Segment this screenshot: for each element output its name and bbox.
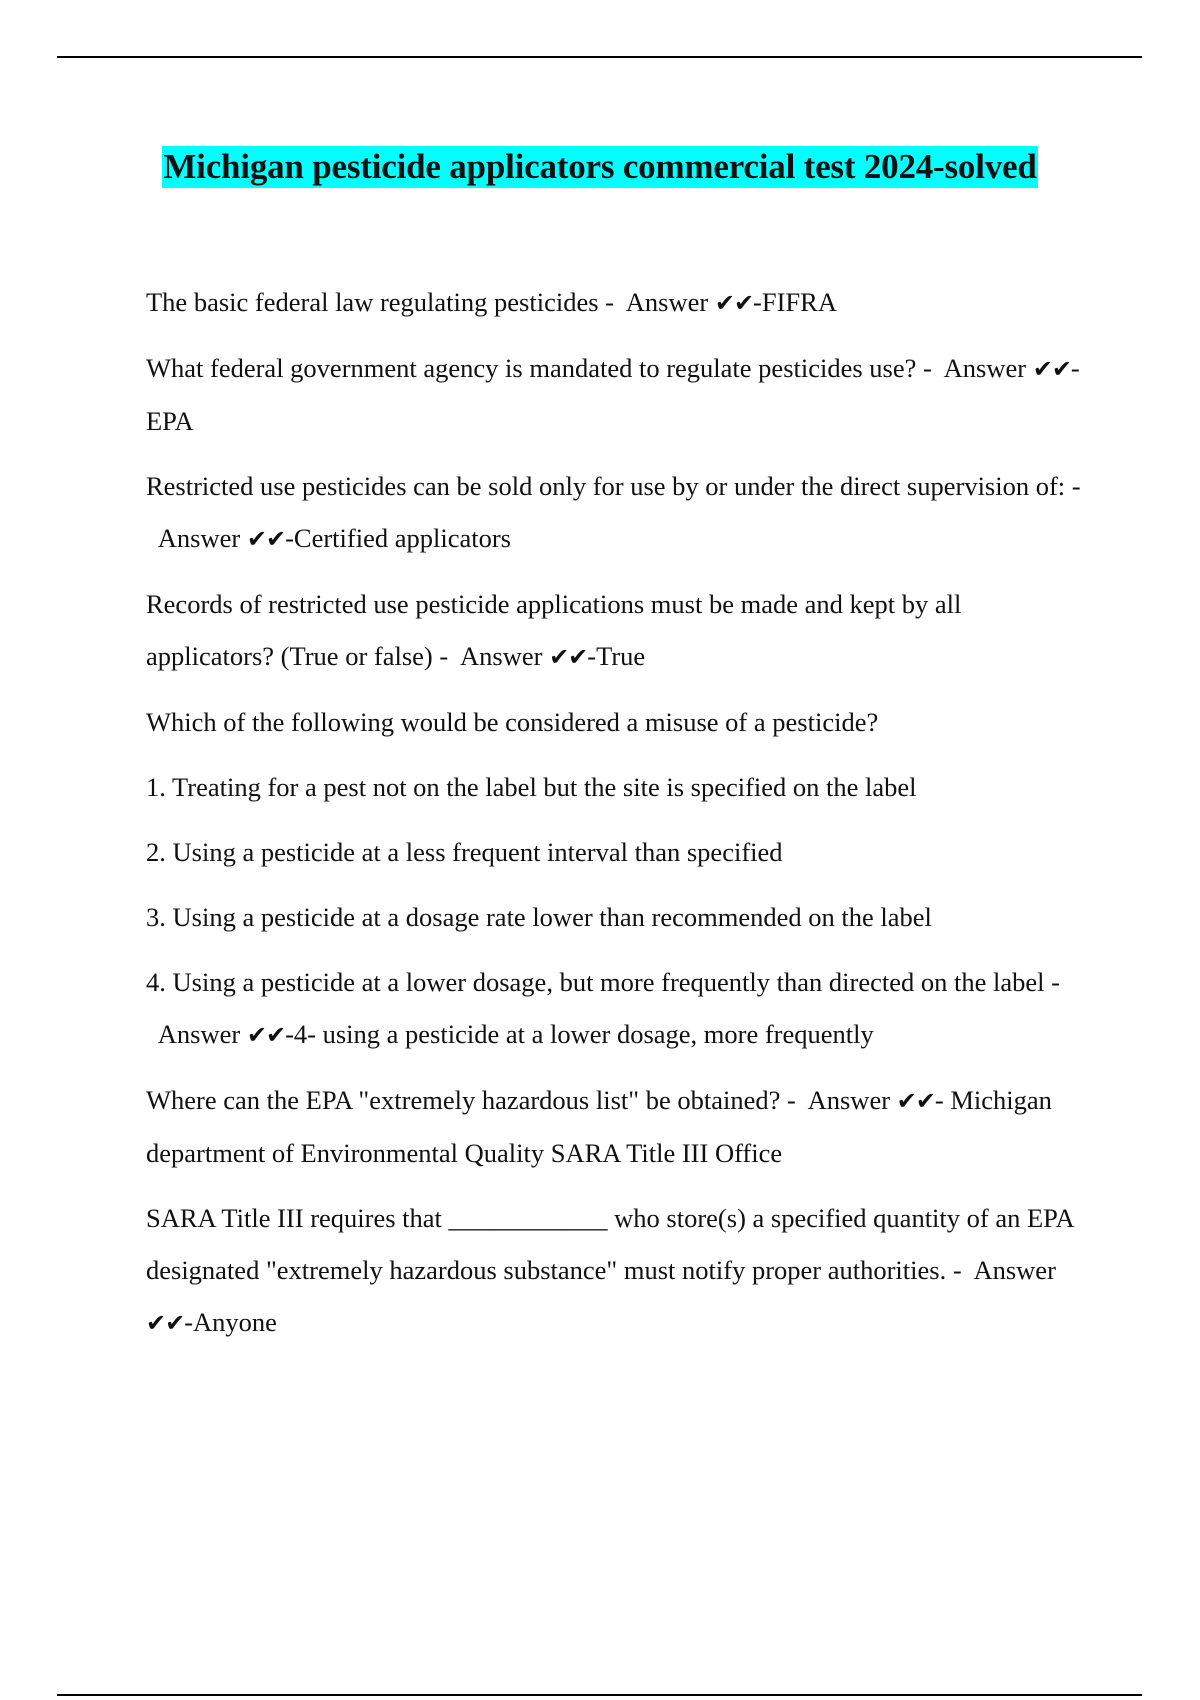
misuse-last-option <box>146 956 1091 1061</box>
misuse-question: Which of the following would be considered a misuse of a pesticide? <box>146 707 879 737</box>
page-title: Michigan pesticide applicators commercial test 2024-solved <box>163 147 1037 186</box>
double-check-icon: ✔✔ <box>1032 355 1071 383</box>
question-text: Where can the EPA "extremely hazardous list" be obtained? - <box>146 1085 796 1115</box>
answer-text: -Certified applicators <box>285 523 511 553</box>
qa-item <box>146 1074 1091 1179</box>
qa-item <box>146 460 1091 565</box>
misuse-option: 2. Using a pesticide at a less frequent interval than specified <box>146 837 783 867</box>
answer-label: Answer <box>625 287 709 317</box>
answer-text: - Michigan department of Environmental Quality SARA Title III Office <box>146 1085 1052 1168</box>
double-check-icon: ✔✔ <box>246 1021 286 1049</box>
double-check-icon: ✔✔ <box>146 1309 185 1337</box>
double-check-icon: ✔✔ <box>246 525 286 553</box>
answer-text: -True <box>587 641 646 671</box>
document-body <box>146 276 1091 1362</box>
misuse-option: 1. Treating for a pest not on the label but the site is specified on the label <box>146 772 917 802</box>
question-text: SARA Title III requires that ____________ who store(s) a specified quantity of an EPA designated "extremely hazardous substance" must notify proper authorities. - <box>146 1203 1074 1285</box>
question-text: Records of restricted use pesticide applications must be made and kept by all applicators? (True or false) - <box>146 589 962 671</box>
double-check-icon: ✔✔ <box>714 289 754 317</box>
double-check-icon: ✔✔ <box>896 1087 935 1115</box>
question-text: Restricted use pesticides can be sold only for use by or under the direct supervision of: - <box>146 471 1081 501</box>
answer-text: -4- using a pesticide at a lower dosage, more frequently <box>285 1019 874 1049</box>
double-check-icon: ✔✔ <box>549 643 588 671</box>
question-text: 4. Using a pesticide at a lower dosage, but more frequently than directed on the label - <box>146 967 1060 997</box>
question-text: The basic federal law regulating pesticides - <box>146 287 614 317</box>
answer-label: Answer <box>157 1019 241 1049</box>
qa-item <box>146 578 1091 683</box>
bottom-rule <box>57 1694 1142 1696</box>
answer-label: Answer <box>807 1085 891 1115</box>
answer-label: Answer <box>460 641 543 671</box>
misuse-option: 3. Using a pesticide at a dosage rate lower than recommended on the label <box>146 902 932 932</box>
answer-label: Answer <box>973 1255 1056 1285</box>
qa-item <box>146 1192 1091 1349</box>
question-text: What federal government agency is mandated to regulate pesticides use? - <box>146 353 932 383</box>
answer-label: Answer <box>943 353 1027 383</box>
title-container <box>0 146 1200 188</box>
top-rule <box>57 56 1142 58</box>
qa-item <box>146 276 1091 329</box>
answer-text: -EPA <box>146 353 1080 436</box>
answer-text: -FIFRA <box>753 287 837 317</box>
answer-label: Answer <box>157 523 241 553</box>
answer-text: -Anyone <box>184 1307 277 1337</box>
qa-item <box>146 342 1091 447</box>
